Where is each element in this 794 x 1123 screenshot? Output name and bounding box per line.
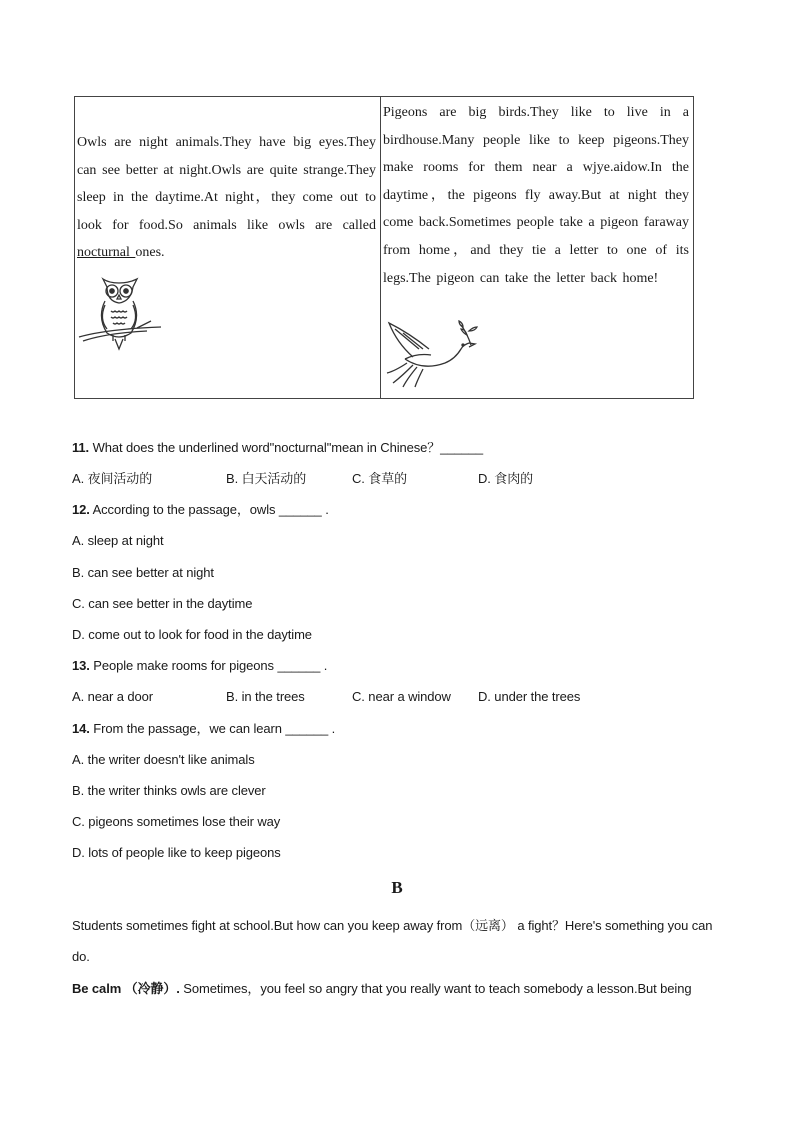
dove-illustration <box>383 319 479 389</box>
option-d[interactable]: D. 食肉的 <box>478 471 534 486</box>
pigeon-passage-text: Pigeons are big birds.They like to live in a birdhouse.Many people like to keep pigeons.They make rooms for them near a wjye.aidow.In the daytime，the pigeons fly away.But at night they come back.Sometimes people take a pigeon faraway from home，and they tie a letter to one of its legs.The pigeon can take the letter back home! <box>383 105 689 286</box>
owl-passage-cell <box>75 97 381 398</box>
option-c[interactable]: C. near a window <box>352 689 451 704</box>
option-a[interactable]: A. sleep at night <box>72 533 164 548</box>
option-c[interactable]: C. pigeons sometimes lose their way <box>72 814 281 829</box>
option-b[interactable]: B. the writer thinks owls are clever <box>72 783 266 798</box>
option-b[interactable]: B. 白天活动的 <box>226 471 307 486</box>
pigeon-passage-cell <box>381 97 693 398</box>
owl-passage-end: ones. <box>135 245 165 261</box>
option-a[interactable]: A. 夜间活动的 <box>72 471 153 486</box>
option-d[interactable]: D. under the trees <box>478 689 581 704</box>
question-11 <box>72 440 483 456</box>
owl-illustration <box>77 271 163 355</box>
underlined-word-nocturnal: nocturnal <box>77 245 136 261</box>
owl-passage-text <box>77 129 376 267</box>
paragraph-text: Sometimes，you feel so angry that you really want to teach somebody a lesson.But being <box>179 981 692 996</box>
question-text: According to the passage，owls ______ . <box>89 502 329 517</box>
option-d[interactable]: D. lots of people like to keep pigeons <box>72 845 281 860</box>
question-number: 14. <box>72 721 90 736</box>
section-b-heading: B <box>391 878 403 897</box>
question-text: People make rooms for pigeons ______ . <box>89 658 328 673</box>
section-b-paragraph <box>72 981 691 997</box>
question-number: 11. <box>72 440 90 455</box>
option-c[interactable]: C. can see better in the daytime <box>72 596 253 611</box>
option-a[interactable]: A. the writer doesn't like animals <box>72 752 255 767</box>
owl-passage-body: Owls are night animals.They have big eyes.They can see better at night.Owls are quite strange.They sleep in the daytime.At night，they come out to look for food.So animals like owls are called <box>77 135 376 233</box>
option-c[interactable]: C. 食草的 <box>352 471 408 486</box>
passage-table <box>74 96 694 399</box>
section-b-intro-line1: Students sometimes fight at school.But how can you keep away from（远离） a fight？Here's something you can <box>72 918 713 933</box>
option-b[interactable]: B. can see better at night <box>72 565 214 580</box>
option-d[interactable]: D. come out to look for food in the daytime <box>72 627 312 642</box>
option-b[interactable]: B. in the trees <box>226 689 305 704</box>
question-text: From the passage，we can learn ______ . <box>89 721 336 736</box>
question-14 <box>72 721 335 737</box>
question-13 <box>72 658 327 674</box>
question-12 <box>72 502 329 518</box>
question-number: 12. <box>72 502 90 517</box>
section-b-intro-line2: do. <box>72 949 90 964</box>
option-a[interactable]: A. near a door <box>72 689 153 704</box>
bold-lead-text: Be calm （冷静）. <box>72 981 180 996</box>
question-text: What does the underlined word"nocturnal"mean in Chinese？______ <box>89 440 483 455</box>
question-number: 13. <box>72 658 90 673</box>
